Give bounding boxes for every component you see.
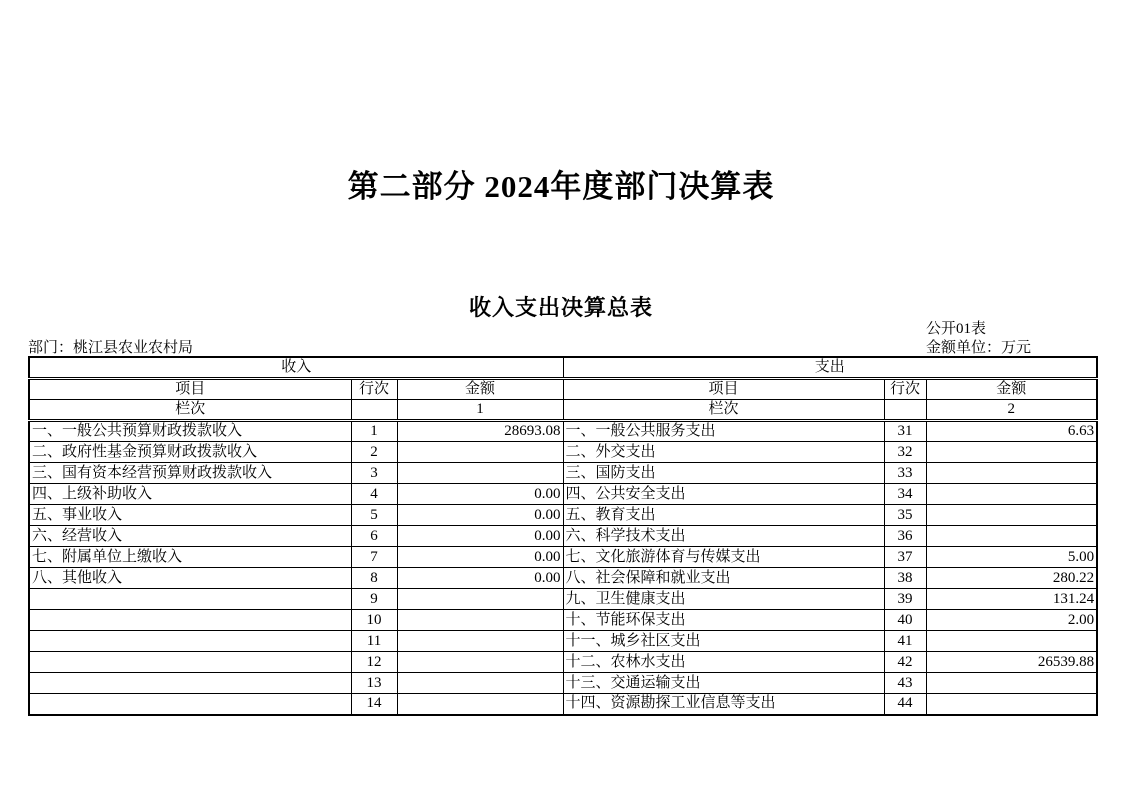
- income-amount-cell: 0.00: [397, 526, 563, 547]
- expense-amount-cell: 2.00: [926, 610, 1097, 631]
- expense-amount-cell: [926, 673, 1097, 694]
- table-row: [29, 463, 1097, 484]
- column-index-row: [29, 400, 1097, 421]
- income-amount-cell: [397, 589, 563, 610]
- income-rowno-cell: 2: [351, 442, 397, 463]
- expense-rowno-cell: 38: [884, 568, 926, 589]
- expense-rowno-cell: 40: [884, 610, 926, 631]
- income-item-cell: 七、附属单位上缴收入: [29, 547, 351, 568]
- income-item-cell: 四、上级补助收入: [29, 484, 351, 505]
- summary-table: [28, 356, 1098, 716]
- expense-amount-header: 金额: [926, 379, 1097, 400]
- income-rowno-cell: 13: [351, 673, 397, 694]
- income-item-cell: [29, 652, 351, 673]
- income-rowno-cell: 5: [351, 505, 397, 526]
- expense-rowno-cell: 39: [884, 589, 926, 610]
- department-label: 部门：桃江县农业农村局: [28, 340, 194, 356]
- income-amount-cell: 0.00: [397, 484, 563, 505]
- income-amount-cell: 28693.08: [397, 421, 563, 442]
- income-rowno-cell: 1: [351, 421, 397, 442]
- income-rowno-cell: 8: [351, 568, 397, 589]
- expense-amount-cell: [926, 526, 1097, 547]
- income-amount-cell: [397, 694, 563, 715]
- income-rowno-header: 行次: [351, 379, 397, 400]
- expense-rowno-header: 行次: [884, 379, 926, 400]
- expense-item-cell: 六、科学技术支出: [563, 526, 884, 547]
- expense-rowno-cell: 33: [884, 463, 926, 484]
- table-row: [29, 505, 1097, 526]
- expense-item-cell: 八、社会保障和就业支出: [563, 568, 884, 589]
- table-code-label: 公开01表: [926, 321, 987, 337]
- income-amount-cell: [397, 463, 563, 484]
- income-rowno-cell: 3: [351, 463, 397, 484]
- income-item-cell: 六、经营收入: [29, 526, 351, 547]
- income-item-cell: [29, 694, 351, 715]
- income-item-cell: 二、政府性基金预算财政拨款收入: [29, 442, 351, 463]
- expense-amount-cell: [926, 694, 1097, 715]
- table-header: [29, 357, 1097, 421]
- table-row: [29, 652, 1097, 673]
- expense-item-cell: 十、节能环保支出: [563, 610, 884, 631]
- income-rowno-cell: 4: [351, 484, 397, 505]
- column-header-row: [29, 379, 1097, 400]
- table-row: [29, 610, 1097, 631]
- expense-item-cell: 十一、城乡社区支出: [563, 631, 884, 652]
- income-amount-cell: [397, 631, 563, 652]
- income-amount-cell: [397, 673, 563, 694]
- expense-rowno-cell: 35: [884, 505, 926, 526]
- expense-rowno-cell: 32: [884, 442, 926, 463]
- expense-index-label: 栏次: [563, 400, 884, 421]
- expense-rowno-cell: 36: [884, 526, 926, 547]
- table-row: [29, 442, 1097, 463]
- income-rowno-cell: 14: [351, 694, 397, 715]
- expense-rowno-cell: 41: [884, 631, 926, 652]
- expense-amount-cell: 6.63: [926, 421, 1097, 442]
- table-row: [29, 589, 1097, 610]
- expense-item-cell: 四、公共安全支出: [563, 484, 884, 505]
- income-index-rowno-cell: [351, 400, 397, 421]
- expense-item-cell: 十四、资源勘探工业信息等支出: [563, 694, 884, 715]
- expense-amount-cell: [926, 505, 1097, 526]
- expense-amount-cell: 26539.88: [926, 652, 1097, 673]
- table-title: 收入支出决算总表: [468, 295, 653, 320]
- table-row: [29, 484, 1097, 505]
- table-body: [29, 421, 1097, 715]
- expense-amount-cell: [926, 484, 1097, 505]
- expense-amount-cell: [926, 463, 1097, 484]
- income-section-header: 收入: [29, 357, 563, 379]
- expense-item-cell: 五、教育支出: [563, 505, 884, 526]
- page-title: 第二部分 2024年度部门决算表: [347, 169, 775, 204]
- expense-section-header: 支出: [563, 357, 1097, 379]
- table-row: [29, 694, 1097, 715]
- table-row: [29, 568, 1097, 589]
- income-item-cell: 三、国有资本经营预算财政拨款收入: [29, 463, 351, 484]
- expense-item-header: 项目: [563, 379, 884, 400]
- income-item-cell: 一、一般公共预算财政拨款收入: [29, 421, 351, 442]
- income-item-cell: [29, 589, 351, 610]
- income-amount-cell: [397, 610, 563, 631]
- expense-item-cell: 三、国防支出: [563, 463, 884, 484]
- expense-rowno-cell: 42: [884, 652, 926, 673]
- table-row: [29, 547, 1097, 568]
- expense-rowno-cell: 31: [884, 421, 926, 442]
- expense-index-rowno-cell: [884, 400, 926, 421]
- expense-rowno-cell: 44: [884, 694, 926, 715]
- table-row: [29, 673, 1097, 694]
- expense-item-cell: 十三、交通运输支出: [563, 673, 884, 694]
- income-amount-cell: 0.00: [397, 547, 563, 568]
- expense-item-cell: 十二、农林水支出: [563, 652, 884, 673]
- expense-amount-cell: [926, 631, 1097, 652]
- expense-item-cell: 二、外交支出: [563, 442, 884, 463]
- expense-item-cell: 九、卫生健康支出: [563, 589, 884, 610]
- expense-index-value: 2: [926, 400, 1097, 421]
- table-row: [29, 526, 1097, 547]
- expense-amount-cell: 131.24: [926, 589, 1097, 610]
- income-rowno-cell: 10: [351, 610, 397, 631]
- income-amount-cell: 0.00: [397, 568, 563, 589]
- income-amount-cell: [397, 652, 563, 673]
- income-item-cell: 八、其他收入: [29, 568, 351, 589]
- section-header-row: [29, 357, 1097, 379]
- income-rowno-cell: 9: [351, 589, 397, 610]
- income-rowno-cell: 6: [351, 526, 397, 547]
- income-rowno-cell: 12: [351, 652, 397, 673]
- income-rowno-cell: 7: [351, 547, 397, 568]
- expense-rowno-cell: 34: [884, 484, 926, 505]
- table-row: [29, 631, 1097, 652]
- income-index-label: 栏次: [29, 400, 351, 421]
- income-rowno-cell: 11: [351, 631, 397, 652]
- expense-amount-cell: [926, 442, 1097, 463]
- expense-amount-cell: 280.22: [926, 568, 1097, 589]
- expense-item-cell: 七、文化旅游体育与传媒支出: [563, 547, 884, 568]
- income-amount-cell: [397, 442, 563, 463]
- unit-label: 金额单位：万元: [926, 340, 1032, 356]
- expense-amount-cell: 5.00: [926, 547, 1097, 568]
- income-amount-header: 金额: [397, 379, 563, 400]
- income-index-value: 1: [397, 400, 563, 421]
- income-amount-cell: 0.00: [397, 505, 563, 526]
- income-item-cell: [29, 673, 351, 694]
- table-row: [29, 421, 1097, 442]
- income-item-cell: [29, 631, 351, 652]
- income-item-header: 项目: [29, 379, 351, 400]
- income-item-cell: 五、事业收入: [29, 505, 351, 526]
- expense-rowno-cell: 37: [884, 547, 926, 568]
- expense-item-cell: 一、一般公共服务支出: [563, 421, 884, 442]
- income-item-cell: [29, 610, 351, 631]
- expense-rowno-cell: 43: [884, 673, 926, 694]
